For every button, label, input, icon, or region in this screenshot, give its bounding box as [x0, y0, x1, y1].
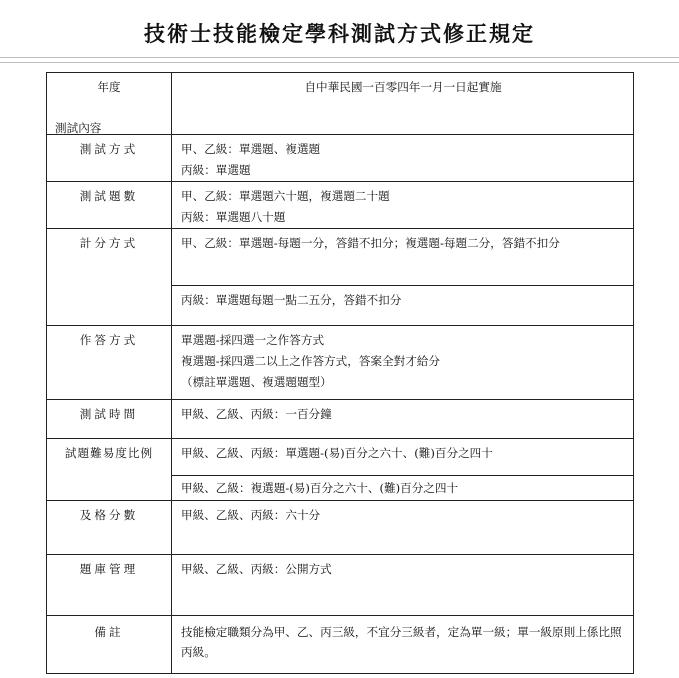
label-question-count: 測試題數 [47, 182, 172, 229]
label-scoring: 計分方式 [47, 229, 172, 326]
year-label: 年度 [97, 80, 121, 94]
row-scoring [47, 229, 634, 286]
label-test-method: 測試方式 [47, 135, 172, 182]
header-corner-cell [47, 73, 172, 135]
row-question-count [47, 182, 634, 229]
label-difficulty: 試題難易度比例 [47, 439, 172, 501]
value-test-method: 甲、乙級：單選題、複選題 丙級：單選題 [172, 135, 634, 182]
value-scoring-c: 丙級：單選題每題一點二五分，答錯不扣分 [172, 286, 634, 326]
row-difficulty [47, 439, 634, 476]
header-row [47, 73, 634, 135]
row-passing [47, 501, 634, 555]
row-bank [47, 555, 634, 616]
title-underline [0, 57, 679, 58]
row-test-method [47, 135, 634, 182]
effective-date: 自中華民國一百零四年一月一日起實施 [172, 73, 634, 135]
label-remarks: 備註 [47, 616, 172, 674]
label-answer-method: 作答方式 [47, 326, 172, 400]
value-passing: 甲級、乙級、丙級：六十分 [172, 501, 634, 555]
exam-rules-table [46, 72, 634, 674]
value-bank: 甲級、乙級、丙級：公開方式 [172, 555, 634, 616]
document-title: 技術士技能檢定學科測試方式修正規定 [144, 21, 535, 46]
value-difficulty-1: 甲級、乙級、丙級：單選題-(易)百分之六十、(難)百分之四十 [172, 439, 634, 476]
value-remarks: 技能檢定職類分為甲、乙、丙三級，不宜分三級者，定為單一級；單一級原則上係比照丙級。 [172, 616, 634, 674]
row-test-time [47, 400, 634, 439]
value-answer-method: 單選題-採四選一之作答方式 複選題-採四選二以上之作答方式，答案全對才給分 （標註單選題、複選題題型） [172, 326, 634, 400]
value-difficulty-2: 甲級、乙級：複選題-(易)百分之六十、(難)百分之四十 [172, 476, 634, 501]
label-passing: 及格分數 [47, 501, 172, 555]
label-test-time: 測試時間 [47, 400, 172, 439]
title-underline-2 [0, 62, 679, 63]
row-answer-method [47, 326, 634, 400]
label-bank: 題庫管理 [47, 555, 172, 616]
value-question-count: 甲、乙級：單選題六十題，複選題二十題 丙級：單選題八十題 [172, 182, 634, 229]
row-remarks [47, 616, 634, 674]
content-label: 測試內容 [55, 121, 102, 135]
value-test-time: 甲級、乙級、丙級：一百分鐘 [172, 400, 634, 439]
value-scoring-ab: 甲、乙級：單選題-每題一分，答錯不扣分；複選題-每題二分，答錯不扣分 [172, 229, 634, 286]
